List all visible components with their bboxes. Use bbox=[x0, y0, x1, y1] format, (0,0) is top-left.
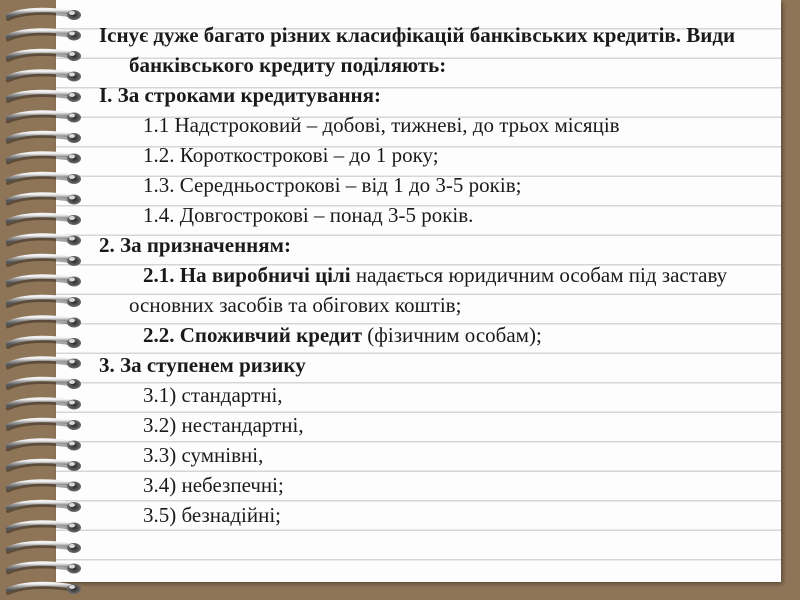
spiral-ring bbox=[8, 92, 81, 102]
list-item-term-3: 1.3. Середньострокові – від 1 до 3-5 років; bbox=[143, 173, 522, 197]
spiral-ring bbox=[8, 584, 81, 594]
list-item-risk-3: 3.3) сумнівні, bbox=[143, 443, 264, 467]
list-item-risk-4: 3.4) небезпечні; bbox=[143, 473, 284, 497]
spiral-ring bbox=[8, 563, 81, 573]
spiral-ring bbox=[8, 10, 81, 20]
spiral-ring bbox=[8, 440, 81, 450]
list-item-purpose-2-label: 2.2. Споживчий кредит bbox=[143, 323, 363, 347]
spiral-ring bbox=[8, 297, 81, 307]
list-item-purpose-2-text: (фізичним особам); bbox=[362, 323, 542, 347]
list-item-purpose-1 bbox=[99, 260, 779, 320]
spiral-ring bbox=[8, 481, 81, 491]
spiral-ring bbox=[8, 174, 81, 184]
intro-text: Існує дуже багато різних класифікацій банківських кредитів. Види банківського кредиту поділяють: bbox=[99, 23, 736, 77]
list-item-risk-5: 3.5) безнадійні; bbox=[143, 503, 281, 527]
spiral-ring bbox=[8, 30, 81, 40]
list-item-purpose-2 bbox=[99, 320, 779, 350]
spiral-ring bbox=[8, 235, 81, 245]
list-item-term-2: 1.2. Короткострокові – до 1 року; bbox=[143, 143, 439, 167]
spiral-ring bbox=[8, 543, 81, 553]
list-item-term-1: 1.1 Надстроковий – добові, тижневі, до трьох місяців bbox=[143, 113, 620, 137]
spiral-ring bbox=[8, 153, 81, 163]
spiral-ring bbox=[8, 276, 81, 286]
spiral-binding bbox=[0, 0, 100, 600]
spiral-ring bbox=[8, 71, 81, 81]
spiral-ring bbox=[8, 358, 81, 368]
spiral-ring bbox=[8, 338, 81, 348]
spiral-ring bbox=[8, 522, 81, 532]
spiral-ring bbox=[8, 112, 81, 122]
spiral-ring bbox=[8, 317, 81, 327]
spiral-ring bbox=[8, 51, 81, 61]
spiral-ring bbox=[8, 502, 81, 512]
list-item-term-4: 1.4. Довгострокові – понад 3-5 років. bbox=[143, 203, 474, 227]
spiral-ring bbox=[8, 399, 81, 409]
list-item-risk-1: 3.1) стандартні, bbox=[143, 383, 283, 407]
spiral-ring bbox=[8, 215, 81, 225]
spiral-ring bbox=[8, 420, 81, 430]
spiral-ring bbox=[8, 379, 81, 389]
list-item-risk-2: 3.2) нестандартні, bbox=[143, 413, 304, 437]
section-title-risk: 3. За ступенем ризику bbox=[99, 353, 306, 377]
spiral-ring bbox=[8, 133, 81, 143]
spiral-ring bbox=[8, 256, 81, 266]
list-item-purpose-1-text: надається юридичним особам під заставу основних засобів та обігових коштів; bbox=[129, 263, 728, 317]
list-item-purpose-1-label: 2.1. На виробничі цілі bbox=[143, 263, 351, 287]
spiral-ring bbox=[8, 461, 81, 471]
section-title-term: І. За строками кредитування: bbox=[99, 83, 381, 107]
slide-content bbox=[99, 20, 779, 530]
section-title-purpose: 2. За призначенням: bbox=[99, 233, 291, 257]
spiral-ring bbox=[8, 194, 81, 204]
